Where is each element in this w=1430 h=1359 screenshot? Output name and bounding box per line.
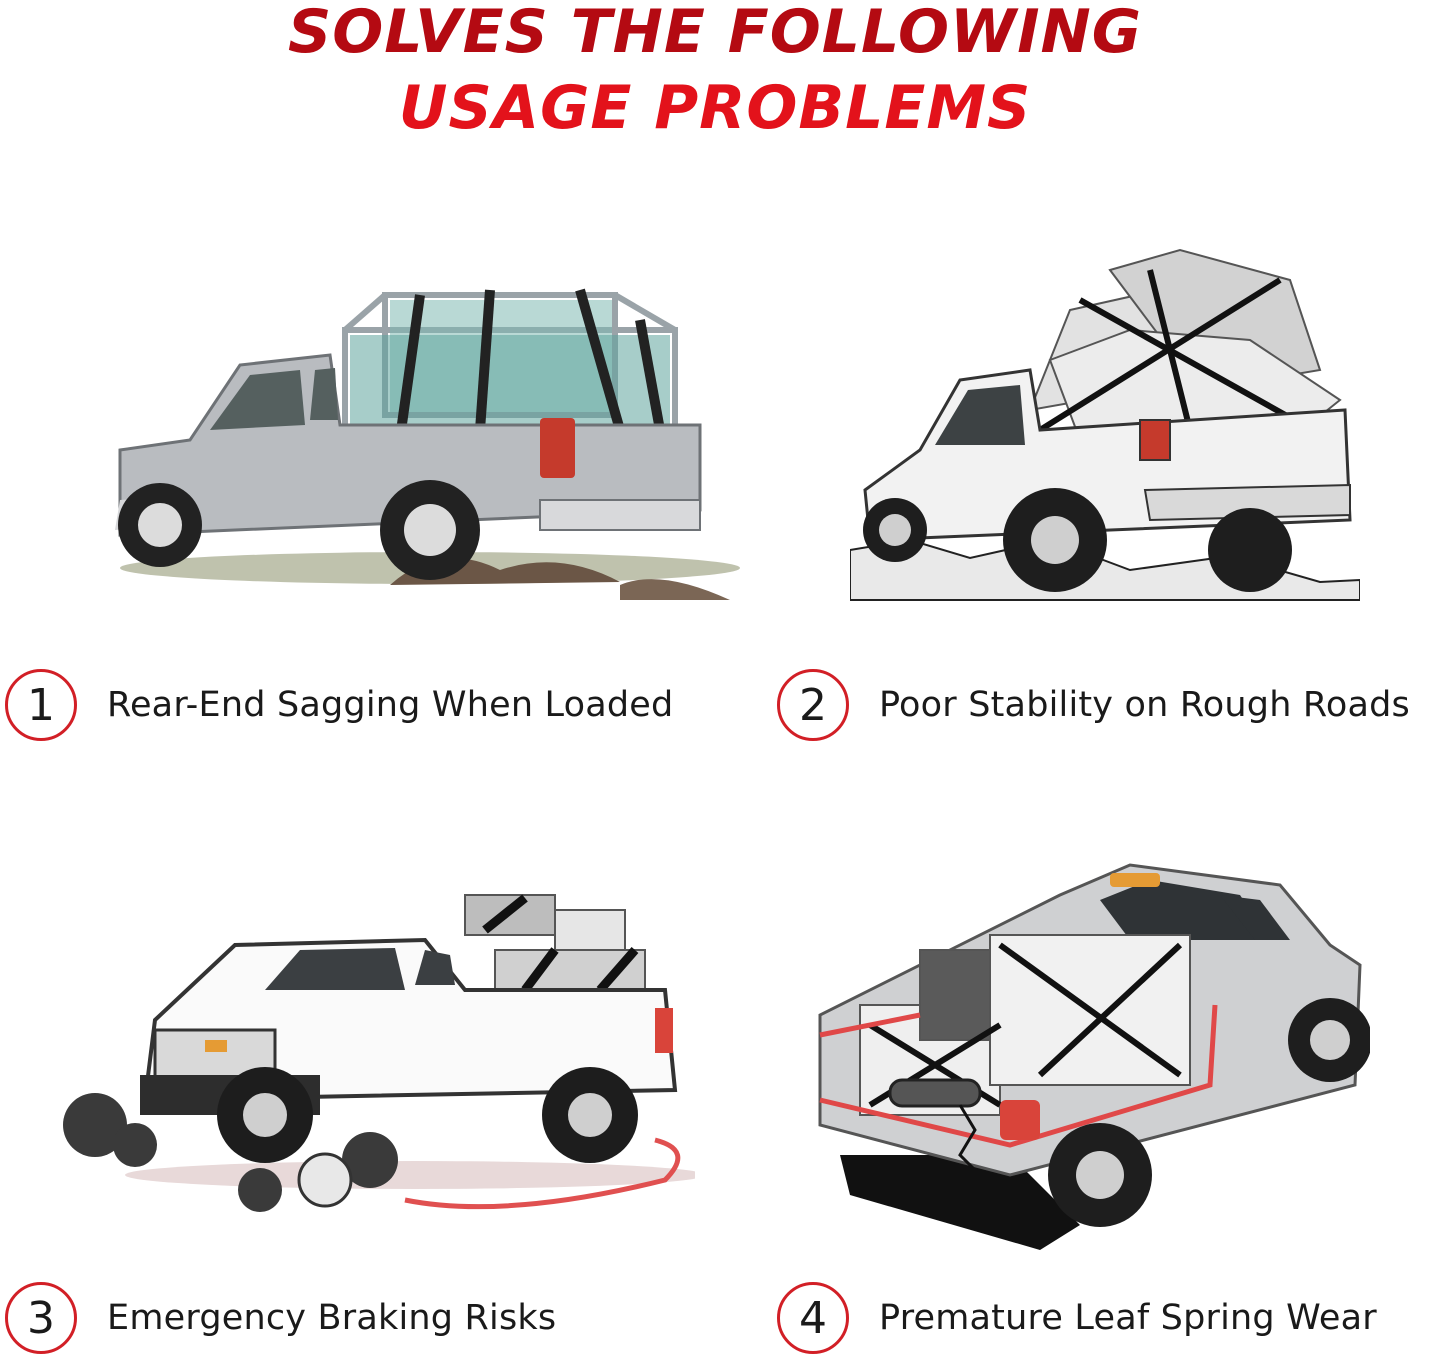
number-badge: 3 <box>5 1282 77 1354</box>
problem-label: Emergency Braking Risks <box>107 1298 557 1338</box>
braking-truck-icon <box>55 890 695 1220</box>
rough-road-truck-icon <box>850 240 1360 610</box>
number-badge: 4 <box>777 1282 849 1354</box>
problem-item-4 <box>777 1280 1377 1356</box>
page-title-line-2: USAGE PROBLEMS <box>398 73 1032 143</box>
sagging-truck-icon <box>100 250 740 610</box>
number-badge: 1 <box>5 669 77 741</box>
leaf-spring-truck-icon <box>800 855 1370 1255</box>
problem-label: Premature Leaf Spring Wear <box>879 1298 1377 1338</box>
page-title-line-1: SOLVES THE FOLLOWING <box>287 0 1143 67</box>
problem-item-3 <box>5 1280 556 1356</box>
number-badge: 2 <box>777 669 849 741</box>
problem-item-2 <box>777 667 1410 743</box>
problem-item-1 <box>5 667 673 743</box>
problem-label: Poor Stability on Rough Roads <box>879 685 1410 725</box>
problem-label: Rear-End Sagging When Loaded <box>107 685 674 725</box>
